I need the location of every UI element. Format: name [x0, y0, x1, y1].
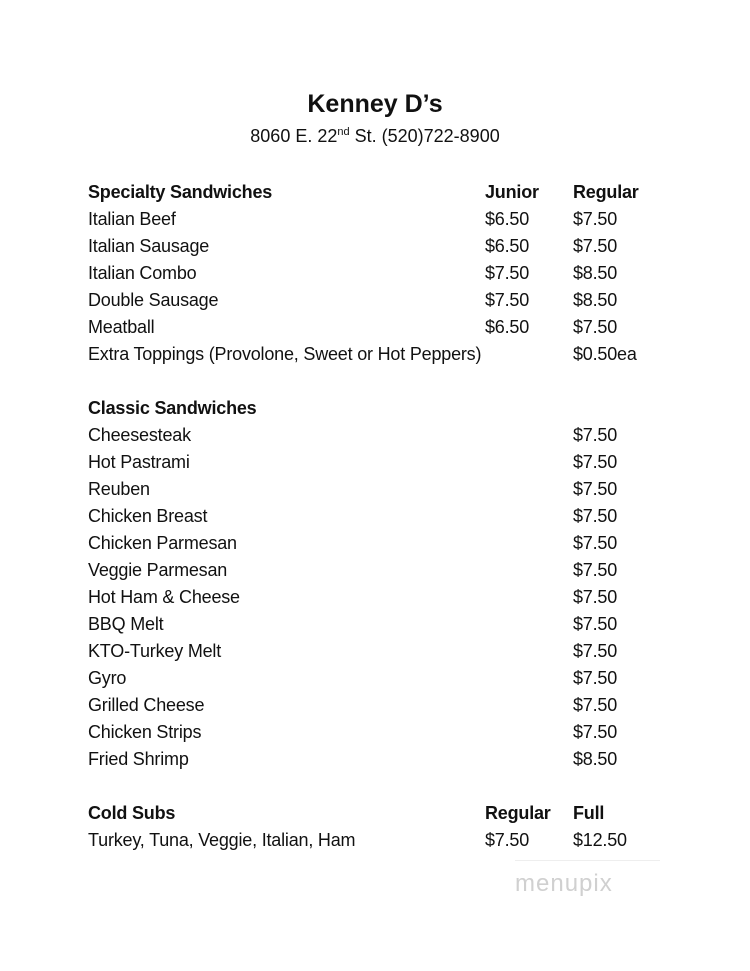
- street-number: 8060 E. 22: [250, 126, 338, 146]
- price-col2: $0.50ea: [573, 344, 637, 364]
- price-col2: $12.50: [573, 830, 627, 850]
- menu-item-row: [88, 476, 688, 503]
- item-name: Chicken Strips: [88, 722, 202, 742]
- watermark-divider: [515, 860, 660, 861]
- price-col2: $7.50: [573, 452, 618, 472]
- price-col2: $7.50: [573, 641, 618, 661]
- price-col2: $7.50: [573, 209, 618, 229]
- menu-item-row: [88, 692, 688, 719]
- price-col2: $8.50: [573, 263, 618, 283]
- item-name: Veggie Parmesan: [88, 560, 228, 580]
- item-name: Cheesesteak: [88, 425, 191, 445]
- specialty-section: [88, 179, 688, 368]
- menu-item-row: [88, 611, 688, 638]
- item-name: Italian Sausage: [88, 236, 210, 256]
- price-col2: $7.50: [573, 668, 618, 688]
- item-name: Italian Combo: [88, 263, 197, 283]
- column-header-full: Full: [573, 803, 605, 823]
- item-name: Italian Beef: [88, 209, 176, 229]
- price-col2: $7.50: [573, 425, 618, 445]
- item-name: Hot Pastrami: [88, 452, 190, 472]
- cold-subs-section: [88, 800, 688, 854]
- item-name: Fried Shrimp: [88, 749, 189, 769]
- column-header-regular: Regular: [573, 182, 639, 202]
- price-col2: $7.50: [573, 479, 618, 499]
- street-phone: St. (520)722-8900: [349, 126, 500, 146]
- price-col2: $7.50: [573, 722, 618, 742]
- ordinal-suffix: nd: [337, 126, 350, 138]
- menu-item-row: [88, 746, 688, 773]
- price-col1: $6.50: [485, 236, 530, 256]
- menu-item-row: [88, 584, 688, 611]
- price-col1: $6.50: [485, 209, 530, 229]
- item-name: Reuben: [88, 479, 150, 499]
- price-col1: $7.50: [485, 290, 530, 310]
- menu-item-row: [88, 287, 688, 314]
- column-header-junior: Junior: [485, 182, 539, 202]
- item-name: Gyro: [88, 668, 127, 688]
- menu-item-row: [88, 422, 688, 449]
- watermark-logo: menupix: [515, 870, 613, 897]
- restaurant-title: Kenney D’s: [307, 90, 443, 118]
- price-col2: $7.50: [573, 317, 618, 337]
- price-col2: $7.50: [573, 695, 618, 715]
- section-header: [88, 179, 688, 206]
- item-name: Extra Toppings (Provolone, Sweet or Hot Peppers): [88, 344, 482, 364]
- column-header-regular: Regular: [485, 803, 551, 823]
- price-col2: $7.50: [573, 236, 618, 256]
- price-col1: $7.50: [485, 830, 530, 850]
- item-name: Turkey, Tuna, Veggie, Italian, Ham: [88, 830, 356, 850]
- item-name: Meatball: [88, 317, 155, 337]
- price-col2: $8.50: [573, 290, 618, 310]
- item-name: Hot Ham & Cheese: [88, 587, 240, 607]
- price-col1: $6.50: [485, 317, 530, 337]
- item-name: BBQ Melt: [88, 614, 164, 634]
- section-heading: Classic Sandwiches: [88, 398, 257, 418]
- price-col2: $7.50: [573, 614, 618, 634]
- section-header: [88, 395, 688, 422]
- section-heading: Cold Subs: [88, 803, 176, 823]
- item-name: KTO-Turkey Melt: [88, 641, 222, 661]
- price-col2: $7.50: [573, 533, 618, 553]
- menu-item-row: [88, 530, 688, 557]
- menu-item-row: [88, 503, 688, 530]
- price-col2: $7.50: [573, 560, 618, 580]
- menu-item-row: [88, 233, 688, 260]
- item-name: Chicken Parmesan: [88, 533, 237, 553]
- menu-item-row: [88, 827, 688, 854]
- section-header: [88, 800, 688, 827]
- menu-item-row: [88, 719, 688, 746]
- menu-item-row: [88, 557, 688, 584]
- menu-item-row: [88, 665, 688, 692]
- section-heading: Specialty Sandwiches: [88, 182, 273, 202]
- menu-item-row: [88, 638, 688, 665]
- price-col1: $7.50: [485, 263, 530, 283]
- price-col2: $8.50: [573, 749, 618, 769]
- item-name: Double Sausage: [88, 290, 219, 310]
- menu: [88, 179, 688, 881]
- menu-item-row: [88, 314, 688, 341]
- item-name: Chicken Breast: [88, 506, 208, 526]
- menu-item-row: [88, 206, 688, 233]
- item-name: Grilled Cheese: [88, 695, 205, 715]
- price-col2: $7.50: [573, 587, 618, 607]
- menu-item-row: [88, 449, 688, 476]
- classic-section: [88, 395, 688, 773]
- menu-item-row: [88, 341, 688, 368]
- price-col2: $7.50: [573, 506, 618, 526]
- address-line: [0, 126, 750, 147]
- menu-item-row: [88, 260, 688, 287]
